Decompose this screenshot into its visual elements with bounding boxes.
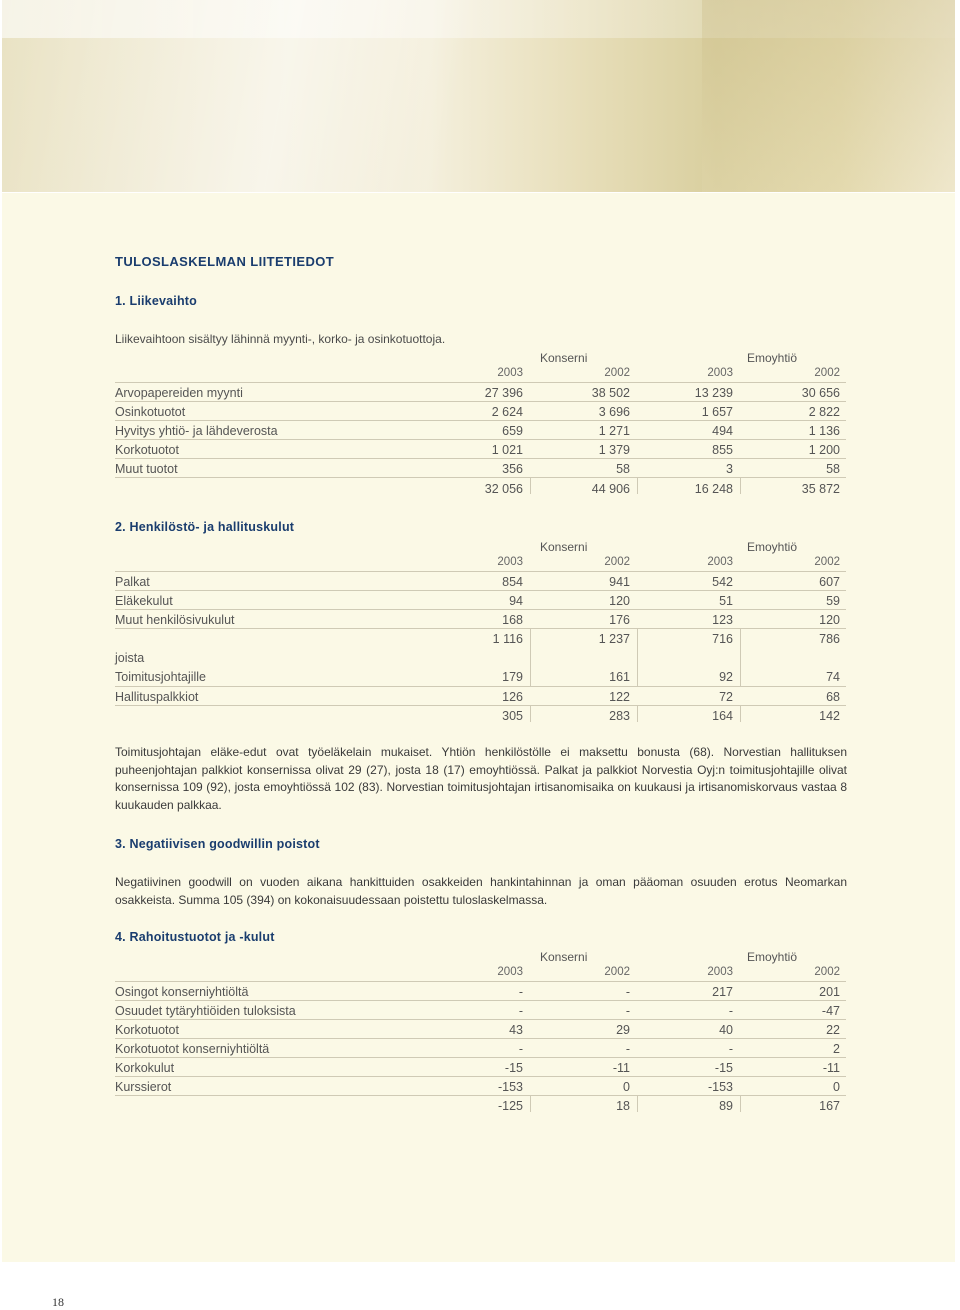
cell: 27 396 xyxy=(484,386,523,400)
cell: 176 xyxy=(609,613,630,627)
cell: 43 xyxy=(509,1023,523,1037)
cell: 168 xyxy=(502,613,523,627)
cell: - xyxy=(728,1042,733,1056)
header-shadow xyxy=(702,0,955,192)
cell: 122 xyxy=(609,690,630,704)
subtotal-cell: 786 xyxy=(819,632,840,646)
cell: - xyxy=(518,985,523,999)
table-row xyxy=(115,1004,845,1023)
cell: 217 xyxy=(712,985,733,999)
group-konserni: Konserni xyxy=(540,540,588,554)
year-header: 2003 xyxy=(497,966,523,978)
total-cell: 164 xyxy=(712,709,733,723)
table-total-row xyxy=(115,482,845,501)
cell: 201 xyxy=(819,985,840,999)
cell: 542 xyxy=(712,575,733,589)
table-rule xyxy=(115,705,846,706)
row-label: Kurssierot xyxy=(115,1080,172,1094)
row-label: Korkotuotot konserniyhtiöltä xyxy=(115,1042,270,1056)
cell: 123 xyxy=(712,613,733,627)
year-header: 2002 xyxy=(604,367,630,379)
cell: 0 xyxy=(833,1080,840,1094)
page-number: 18 xyxy=(52,1295,64,1309)
cell: 92 xyxy=(719,670,733,684)
table-rule xyxy=(115,628,846,629)
cell: 58 xyxy=(826,462,840,476)
cell: 3 696 xyxy=(598,405,630,419)
cell: 179 xyxy=(502,670,523,684)
cell: - xyxy=(625,1004,630,1018)
cell: 94 xyxy=(509,594,523,608)
cell: 2 xyxy=(833,1042,840,1056)
cell: 120 xyxy=(609,594,630,608)
cell: 494 xyxy=(712,424,733,438)
section3-heading: 3. Negatiivisen goodwillin poistot xyxy=(115,837,320,851)
cell: - xyxy=(728,1004,733,1018)
cell: 2 822 xyxy=(808,405,840,419)
year-header: 2002 xyxy=(604,966,630,978)
page-title: TULOSLASKELMAN LIITETIEDOT xyxy=(115,254,335,269)
table-row xyxy=(115,1042,845,1061)
subtotal-cell: 1 116 xyxy=(492,632,523,646)
row-label: Osuudet tytäryhtiöiden tuloksista xyxy=(115,1004,296,1018)
table-rule xyxy=(115,439,846,440)
table-rule xyxy=(115,1019,846,1020)
cell: 29 xyxy=(616,1023,630,1037)
column-divider xyxy=(740,478,741,494)
subtotal-cell: 1 237 xyxy=(598,632,630,646)
year-header: 2003 xyxy=(497,367,523,379)
cell: 38 502 xyxy=(591,386,630,400)
table-row xyxy=(115,443,845,462)
table-row xyxy=(115,405,845,424)
column-divider xyxy=(530,706,531,722)
group-emoyhtio: Emoyhtiö xyxy=(747,351,798,365)
total-cell: 89 xyxy=(719,1099,733,1113)
row-label: Korkotuotot xyxy=(115,1023,179,1037)
table-row xyxy=(115,651,845,670)
section1-heading: 1. Liikevaihto xyxy=(115,294,197,308)
total-cell: 18 xyxy=(616,1099,630,1113)
row-label: Osinkotuotot xyxy=(115,405,186,419)
section2-heading: 2. Henkilöstö- ja hallituskulut xyxy=(115,520,295,534)
row-label: Hyvitys yhtiö- ja lähdeverosta xyxy=(115,424,278,438)
row-label: Muut henkilösivukulut xyxy=(115,613,235,627)
year-header: 2002 xyxy=(814,367,840,379)
table-rule xyxy=(115,458,846,459)
table-rule xyxy=(115,1095,846,1096)
total-cell: -125 xyxy=(497,1099,523,1113)
table-rule xyxy=(115,382,846,383)
total-cell: 35 872 xyxy=(801,482,840,496)
cell: 0 xyxy=(623,1080,630,1094)
cell: 59 xyxy=(826,594,840,608)
row-label: Arvopapereiden myynti xyxy=(115,386,243,400)
total-cell: 142 xyxy=(819,709,840,723)
cell: 2 624 xyxy=(491,405,523,419)
table-rule xyxy=(115,571,846,572)
cell: - xyxy=(518,1004,523,1018)
table-rule xyxy=(115,1000,846,1001)
cell: -15 xyxy=(714,1061,733,1075)
group-konserni: Konserni xyxy=(540,950,588,964)
total-cell: 16 248 xyxy=(694,482,733,496)
column-divider xyxy=(530,1096,531,1112)
subtotal-cell: 716 xyxy=(712,632,733,646)
cell: 855 xyxy=(712,443,733,457)
cell: 58 xyxy=(616,462,630,476)
table-rule xyxy=(115,477,846,478)
table-row xyxy=(115,613,845,632)
section1-intro: Liikevaihtoon sisältyy lähinnä myynti-, korko- ja osinkotuottoja. xyxy=(115,332,446,346)
table-row xyxy=(115,985,845,1004)
row-label: Muut tuotot xyxy=(115,462,178,476)
row-label: Osingot konserniyhtiöltä xyxy=(115,985,249,999)
cell: 854 xyxy=(502,575,523,589)
table-rule xyxy=(115,401,846,402)
row-label: Korkotuotot xyxy=(115,443,179,457)
cell: -11 xyxy=(822,1061,840,1075)
of-which-label: joista xyxy=(115,651,145,665)
table-row xyxy=(115,1023,845,1042)
cell: 161 xyxy=(609,670,630,684)
group-emoyhtio: Emoyhtiö xyxy=(747,950,798,964)
year-header: 2002 xyxy=(814,966,840,978)
section2-paragraph: Toimitusjohtajan eläke-edut ovat työeläkelain mukaiset. Yhtiön henkilöstölle ei maksettu bonusta (68). Norvestian hallituksen puheenjohtajan palkkiot konsernissa olivat 29 (27), josta 18 (17) emoyhtiössä. Palkat ja palkkiot Norvestia Oyj:n toimitusjohtajille olivat konsernissa 109 (92), josta emoyhtiössä 102 (83). Norvestian toimitusjohtajan irtisanomisaika on kuukausi ja irtisanomiskorvaus vastaa 8 kuukauden palkkaa. xyxy=(115,745,847,812)
cell: - xyxy=(625,985,630,999)
cell: -153 xyxy=(497,1080,523,1094)
total-cell: 167 xyxy=(819,1099,840,1113)
cell: 74 xyxy=(826,670,840,684)
table-rule xyxy=(115,1057,846,1058)
table-row xyxy=(115,462,845,481)
table-row xyxy=(115,690,845,709)
row-label: Palkat xyxy=(115,575,150,589)
cell: 13 239 xyxy=(694,386,733,400)
row-label: Hallituspalkkiot xyxy=(115,690,199,704)
table-rule xyxy=(115,1076,846,1077)
cell: 40 xyxy=(719,1023,733,1037)
table-rule xyxy=(115,420,846,421)
cell: -47 xyxy=(821,1004,840,1018)
total-cell: 283 xyxy=(609,709,630,723)
cell: 1 657 xyxy=(701,405,733,419)
cell: 1 271 xyxy=(598,424,630,438)
column-divider xyxy=(530,478,531,494)
header-photo xyxy=(2,0,955,192)
row-label: Eläkekulut xyxy=(115,594,173,608)
table-total-row xyxy=(115,709,845,728)
cell: 22 xyxy=(826,1023,840,1037)
cell: 3 xyxy=(726,462,733,476)
year-header: 2002 xyxy=(814,556,840,568)
cell: 1 379 xyxy=(598,443,630,457)
cell: 1 136 xyxy=(808,424,840,438)
year-header: 2003 xyxy=(497,556,523,568)
cell: 659 xyxy=(502,424,523,438)
table-row xyxy=(115,1061,845,1080)
table-row xyxy=(115,575,845,594)
row-label: Korkokulut xyxy=(115,1061,175,1075)
year-header: 2003 xyxy=(707,966,733,978)
column-divider xyxy=(637,706,638,722)
year-header: 2003 xyxy=(707,367,733,379)
cell: 941 xyxy=(609,575,630,589)
table-rule xyxy=(115,590,846,591)
group-emoyhtio: Emoyhtiö xyxy=(747,540,798,554)
column-divider xyxy=(637,1096,638,1112)
cell: - xyxy=(625,1042,630,1056)
section4-heading: 4. Rahoitustuotot ja -kulut xyxy=(115,930,275,944)
cell: 68 xyxy=(826,690,840,704)
cell: 120 xyxy=(819,613,840,627)
cell: 30 656 xyxy=(801,386,840,400)
row-label: Toimitusjohtajille xyxy=(115,670,207,684)
column-divider xyxy=(637,478,638,494)
total-cell: 305 xyxy=(502,709,523,723)
column-divider xyxy=(740,1096,741,1112)
cell: -15 xyxy=(504,1061,523,1075)
table-row xyxy=(115,594,845,613)
cell: - xyxy=(518,1042,523,1056)
table-row xyxy=(115,424,845,443)
table-row xyxy=(115,1080,845,1099)
table-rule xyxy=(115,686,846,687)
total-cell: 32 056 xyxy=(484,482,523,496)
section3-paragraph: Negatiivinen goodwill on vuoden aikana hankittuiden osakkeiden hankintahinnan ja oman pääoman osuuden erotus Neomarkan osakkeista. Summa 105 (394) on kokonaisuudessaan poistettu tuloslaskelmassa. xyxy=(115,875,847,907)
cell: 72 xyxy=(719,690,733,704)
group-konserni: Konserni xyxy=(540,351,588,365)
table-rule xyxy=(115,1038,846,1039)
table-subtotal-row xyxy=(115,632,845,651)
cell: 1 200 xyxy=(808,443,840,457)
table-row xyxy=(115,386,845,405)
total-cell: 44 906 xyxy=(591,482,630,496)
year-header: 2003 xyxy=(707,556,733,568)
cell: -153 xyxy=(707,1080,733,1094)
cell: 51 xyxy=(719,594,733,608)
table-rule xyxy=(115,609,846,610)
year-header: 2002 xyxy=(604,556,630,568)
table-rule xyxy=(115,981,846,982)
cell: 607 xyxy=(819,575,840,589)
cell: -11 xyxy=(612,1061,630,1075)
cell: 1 021 xyxy=(491,443,523,457)
column-divider xyxy=(740,706,741,722)
cell: 126 xyxy=(502,690,523,704)
cell: 356 xyxy=(502,462,523,476)
table-total-row xyxy=(115,1099,845,1118)
